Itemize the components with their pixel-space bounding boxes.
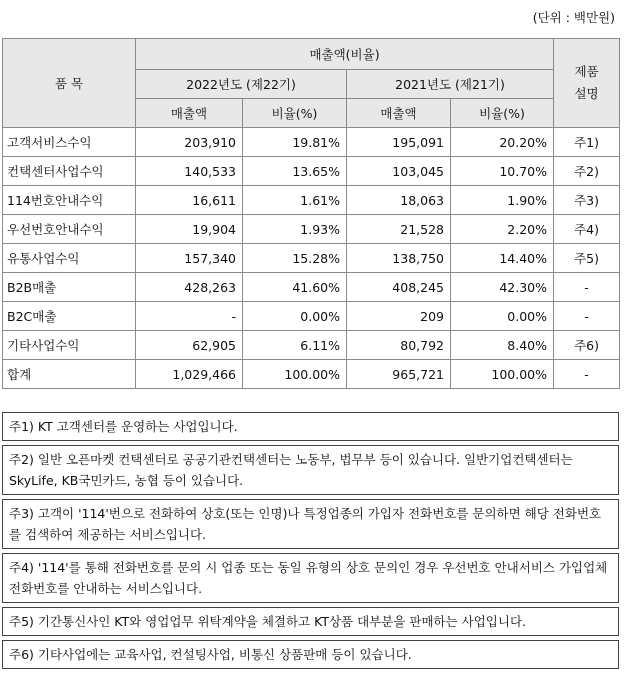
cell-ratio-2021: 2.20%	[451, 215, 554, 244]
cell-sales-2022: 1,029,466	[136, 360, 243, 389]
unit-label: (단위 : 백만원)	[532, 10, 615, 25]
header-sales-2022: 매출액	[136, 99, 243, 128]
cell-ratio-2022: 1.93%	[243, 215, 347, 244]
cell-sales-2022: 428,263	[136, 273, 243, 302]
cell-sales-2021: 209	[347, 302, 451, 331]
header-ratio-2021: 비율(%)	[451, 99, 554, 128]
cell-sales-2022: 157,340	[136, 244, 243, 273]
cell-note: -	[554, 302, 620, 331]
table-body	[3, 128, 620, 389]
table-row	[3, 244, 620, 273]
cell-item: 고객서비스수익	[3, 128, 136, 157]
cell-item: 컨택센터사업수익	[3, 157, 136, 186]
footnote: 주2) 일반 오픈마켓 컨택센터로 공공기관컨택센터는 노동부, 법무부 등이 있습니다. 일반기업컨택센터는 SkyLife, KB국민카드, 농협 등이 있습니다.	[2, 445, 619, 495]
cell-item: 114번호안내수익	[3, 186, 136, 215]
cell-sales-2022: 62,905	[136, 331, 243, 360]
cell-ratio-2022: 0.00%	[243, 302, 347, 331]
table-row	[3, 302, 620, 331]
cell-item: B2C매출	[3, 302, 136, 331]
cell-note: 주6)	[554, 331, 620, 360]
cell-sales-2022: 203,910	[136, 128, 243, 157]
header-period-2022: 2022년도 (제22기)	[136, 70, 347, 99]
cell-sales-2021: 21,528	[347, 215, 451, 244]
cell-sales-2021: 408,245	[347, 273, 451, 302]
cell-note: 주5)	[554, 244, 620, 273]
cell-sales-2021: 965,721	[347, 360, 451, 389]
header-product-desc	[554, 39, 620, 128]
header-sales-2021: 매출액	[347, 99, 451, 128]
header-desc-line2: 설명	[574, 86, 599, 101]
table-row	[3, 360, 620, 389]
cell-item: 유통사업수익	[3, 244, 136, 273]
cell-item: 합계	[3, 360, 136, 389]
footnote: 주6) 기타사업에는 교육사업, 컨설팅사업, 비통신 상품판매 등이 있습니다.	[2, 640, 619, 669]
sales-table	[2, 38, 620, 389]
table-row	[3, 186, 620, 215]
footnote: 주5) 기간통신사인 KT와 영업업무 위탁계약을 체결하고 KT상품 대부분을 판매하는 사업입니다.	[2, 607, 619, 636]
cell-ratio-2022: 15.28%	[243, 244, 347, 273]
cell-ratio-2021: 14.40%	[451, 244, 554, 273]
cell-ratio-2021: 100.00%	[451, 360, 554, 389]
cell-note: 주4)	[554, 215, 620, 244]
cell-note: -	[554, 360, 620, 389]
cell-sales-2022: -	[136, 302, 243, 331]
cell-ratio-2021: 10.70%	[451, 157, 554, 186]
cell-sales-2022: 16,611	[136, 186, 243, 215]
cell-ratio-2022: 13.65%	[243, 157, 347, 186]
cell-ratio-2022: 6.11%	[243, 331, 347, 360]
footnotes	[2, 412, 619, 673]
cell-ratio-2022: 1.61%	[243, 186, 347, 215]
header-desc-line1: 제품	[574, 64, 599, 79]
table-row	[3, 128, 620, 157]
cell-sales-2021: 195,091	[347, 128, 451, 157]
footnote: 주4) '114'를 통해 전화번호를 문의 시 업종 또는 동일 유형의 상호 문의인 경우 우선번호 안내서비스 가입업체 전화번호를 안내하는 서비스입니다.	[2, 553, 619, 603]
cell-ratio-2021: 42.30%	[451, 273, 554, 302]
cell-item: B2B매출	[3, 273, 136, 302]
cell-sales-2021: 18,063	[347, 186, 451, 215]
header-ratio-2022: 비율(%)	[243, 99, 347, 128]
cell-note: -	[554, 273, 620, 302]
footnote: 주3) 고객이 '114'번으로 전화하여 상호(또는 인명)나 특정업종의 가입자 전화번호를 문의하면 해당 전화번호를 검색하여 제공하는 서비스입니다.	[2, 499, 619, 549]
cell-note: 주2)	[554, 157, 620, 186]
cell-ratio-2021: 0.00%	[451, 302, 554, 331]
table-row	[3, 215, 620, 244]
header-period-2021: 2021년도 (제21기)	[347, 70, 554, 99]
header-sales-ratio: 매출액(비율)	[136, 39, 554, 70]
cell-item: 기타사업수익	[3, 331, 136, 360]
cell-ratio-2021: 20.20%	[451, 128, 554, 157]
cell-ratio-2022: 41.60%	[243, 273, 347, 302]
cell-ratio-2021: 8.40%	[451, 331, 554, 360]
cell-ratio-2022: 19.81%	[243, 128, 347, 157]
cell-item: 우선번호안내수익	[3, 215, 136, 244]
cell-ratio-2022: 100.00%	[243, 360, 347, 389]
cell-ratio-2021: 1.90%	[451, 186, 554, 215]
table-row	[3, 331, 620, 360]
cell-note: 주1)	[554, 128, 620, 157]
table-row	[3, 273, 620, 302]
footnote: 주1) KT 고객센터를 운영하는 사업입니다.	[2, 412, 619, 441]
cell-sales-2021: 138,750	[347, 244, 451, 273]
cell-note: 주3)	[554, 186, 620, 215]
cell-sales-2022: 140,533	[136, 157, 243, 186]
cell-sales-2021: 80,792	[347, 331, 451, 360]
table-row	[3, 157, 620, 186]
cell-sales-2021: 103,045	[347, 157, 451, 186]
cell-sales-2022: 19,904	[136, 215, 243, 244]
header-item: 품 목	[3, 39, 136, 128]
